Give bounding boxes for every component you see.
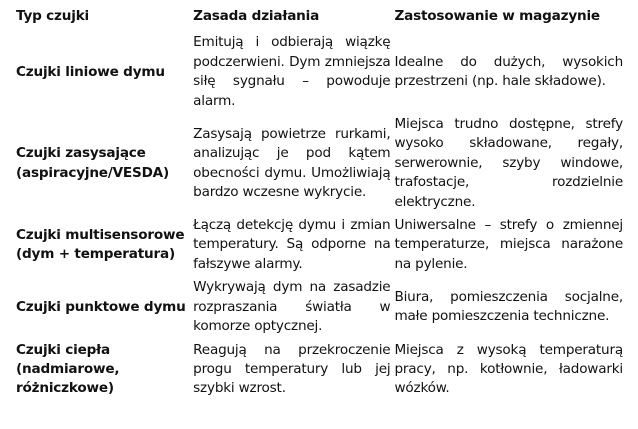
detector-type-cell: Czujki multisensorowe (dym + temperatura) — [16, 226, 185, 263]
table-header-row — [14, 5, 625, 32]
operating-principle-cell: Emitują i odbierają wiązkę podczerwieni. Dym zmniejsza siłę sygnału – powoduje alarm. — [193, 34, 391, 109]
table-row — [14, 114, 625, 215]
header-warehouse-use: Zastosowanie w magazynie — [394, 8, 600, 24]
operating-principle-cell: Wykrywają dym na zasadzie rozpraszania światła w komorze optycznej. — [193, 279, 391, 335]
warehouse-use-cell: Miejsca z wysoką temperaturą pracy, np. kotłownie, ładowarki wózków. — [394, 341, 623, 397]
warehouse-use-cell: Uniwersalne – strefy o zmiennej temperaturze, miejsca narażone na pylenie. — [394, 217, 623, 272]
operating-principle-cell: Zasysają powietrze rurkami, analizując je pod kątem obecności dymu. Umożliwiają bardzo wczesne wykrycie. — [193, 125, 391, 200]
operating-principle-cell: Reagują na przekroczenie progu temperatury lub jej szybki wzrost. — [193, 341, 391, 397]
header-detector-type: Typ czujki — [16, 8, 89, 24]
detector-type-cell: Czujki zasysające (aspiracyjne/VESDA) — [16, 145, 169, 181]
detector-type-cell: Czujki punktowe dymu — [16, 298, 186, 315]
operating-principle-cell: Łączą detekcję dymu i zmian temperatury. Są odporne na fałszywe alarmy. — [193, 217, 391, 272]
table-row — [14, 32, 625, 114]
detector-type-cell: Czujki liniowe dymu — [16, 63, 165, 80]
warehouse-use-cell: Biura, pomieszczenia socjalne, małe pomieszczenia techniczne. — [394, 288, 623, 325]
detector-type-cell: Czujki ciepła (nadmiarowe, różniczkowe) — [16, 341, 120, 397]
warehouse-use-cell: Miejsca trudno dostępne, strefy wysoko składowane, regały, serwerownie, szyby windowe, trafostacje, rozdzielnie elektryczne. — [394, 116, 623, 210]
table-row — [14, 215, 625, 277]
detector-types-table — [14, 5, 625, 402]
table-row — [14, 340, 625, 402]
table-row — [14, 277, 625, 339]
warehouse-use-cell: Idealne do dużych, wysokich przestrzeni (np. hale składowe). — [394, 53, 623, 90]
header-operating-principle: Zasada działania — [193, 8, 320, 24]
